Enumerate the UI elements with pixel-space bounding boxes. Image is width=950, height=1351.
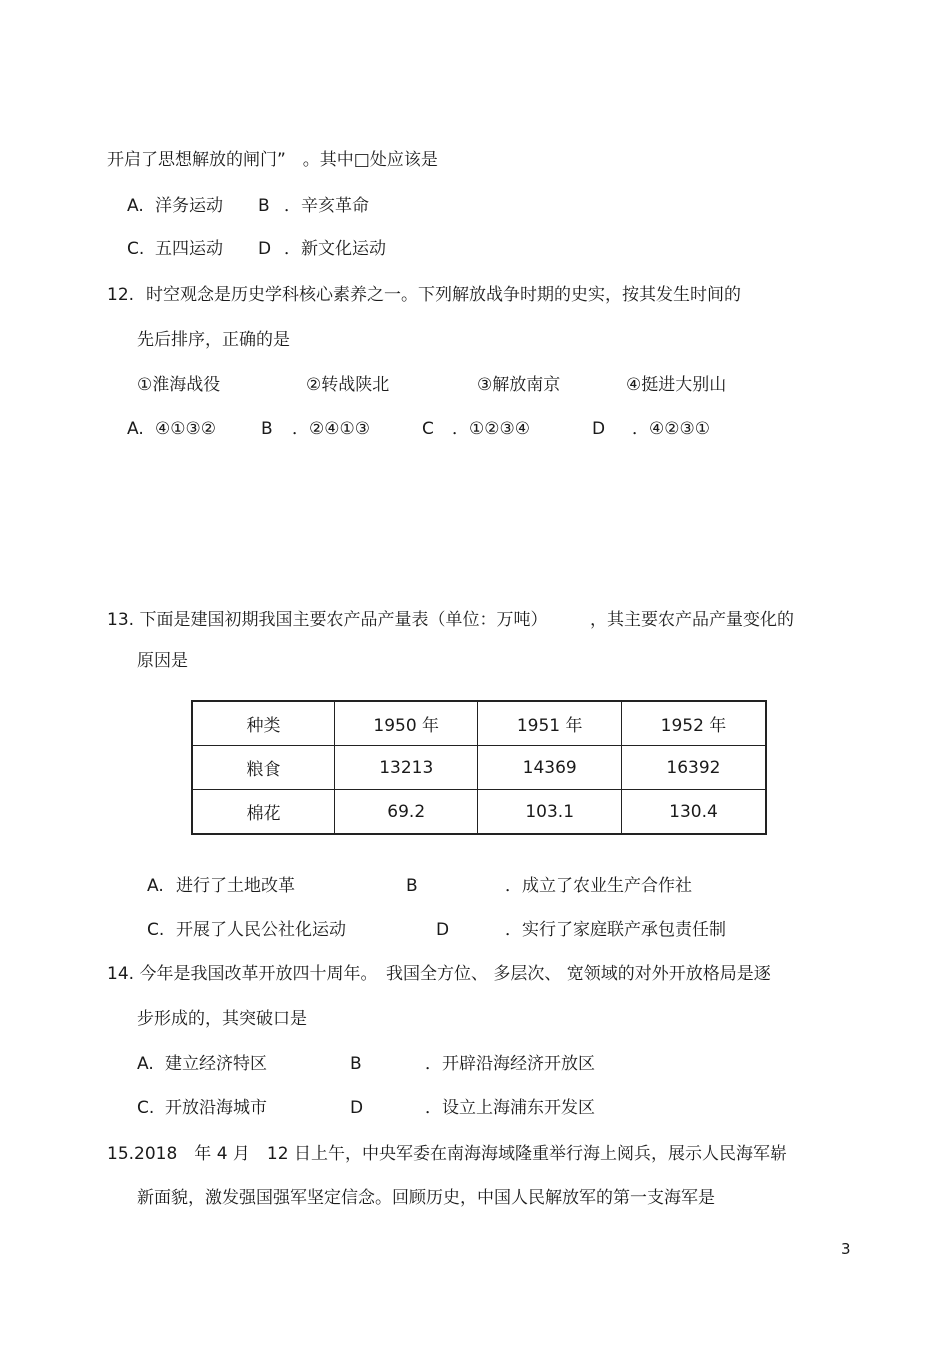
q11-option-b-text: ．辛亥革命 xyxy=(284,196,369,216)
q11-option-c-text: 五四运动 xyxy=(155,239,223,259)
q13-option-a-text: 进行了土地改革 xyxy=(176,876,295,896)
q14-stem-line1: 14. 今年是我国改革开放四十周年。 我国全方位、 多层次、 宽领域的对外开放格局是逐 xyxy=(107,964,771,984)
q13-option-a-letter: A. xyxy=(147,876,164,896)
q14-option-c-text: 开放沿海城市 xyxy=(165,1098,267,1118)
q12-option-b-letter: B xyxy=(261,419,273,439)
q13-option-d-letter: D xyxy=(436,920,450,940)
q12-option-d-letter: D xyxy=(592,419,606,439)
q13-option-c-letter: C. xyxy=(147,920,165,940)
table-cell: 13213 xyxy=(335,746,478,790)
table-header-cell: 种类 xyxy=(192,701,335,746)
q12-option-c-letter: C xyxy=(422,419,434,439)
q11-option-b-letter: B xyxy=(258,196,270,216)
q14-stem-line2: 步形成的，其突破口是 xyxy=(137,1009,307,1029)
q12-stem-line2: 先后排序，正确的是 xyxy=(137,330,290,350)
q12-event-2: ②转战陕北 xyxy=(306,375,390,395)
q13-stem-line1: 13. 下面是建国初期我国主要农产品产量表（单位：万吨） ，其主要农产品产量变化的 xyxy=(107,610,794,630)
q12-option-b-text: ．②④①③ xyxy=(292,419,370,439)
table-cell: 粮食 xyxy=(192,746,335,790)
q12-event-4: ④挺进大别山 xyxy=(626,375,727,395)
table-row xyxy=(192,746,766,790)
page-number: 3 xyxy=(841,1240,851,1258)
q11-option-c-letter: C. xyxy=(127,239,145,259)
table-cell: 103.1 xyxy=(478,790,621,835)
q14-option-d-text: ．设立上海浦东开发区 xyxy=(425,1098,595,1118)
q14-option-a-letter: A. xyxy=(137,1054,154,1074)
q13-stem-line2: 原因是 xyxy=(137,651,188,671)
table-header-cell: 1952 年 xyxy=(621,701,766,746)
table-cell: 69.2 xyxy=(335,790,478,835)
q11-continuation: 开启了思想解放的闸门” 。其中□处应该是 xyxy=(107,150,438,170)
q13-option-b-text: ．成立了农业生产合作社 xyxy=(505,876,692,896)
q12-option-a-text: ④①③② xyxy=(155,419,216,439)
q12-event-3: ③解放南京 xyxy=(477,375,561,395)
q15-stem-line2: 新面貌，激发强国强军坚定信念。回顾历史，中国人民解放军的第一支海军是 xyxy=(137,1188,715,1208)
q12-stem-line1: 时空观念是历史学科核心素养之一。下列解放战争时期的史实，按其发生时间的 xyxy=(146,285,741,305)
table-row xyxy=(192,790,766,835)
table-cell: 16392 xyxy=(621,746,766,790)
table-cell: 130.4 xyxy=(621,790,766,835)
q13-option-c-text: 开展了人民公社化运动 xyxy=(176,920,346,940)
q14-option-b-letter: B xyxy=(350,1054,362,1074)
q12-number: 12. xyxy=(107,285,135,305)
q11-option-d-letter: D xyxy=(258,239,272,259)
q14-option-d-letter: D xyxy=(350,1098,364,1118)
q12-option-d-text: ．④②③① xyxy=(632,419,710,439)
q11-option-d-text: ．新文化运动 xyxy=(284,239,386,259)
q12-event-1: ①淮海战役 xyxy=(137,375,221,395)
q14-option-b-text: ．开辟沿海经济开放区 xyxy=(425,1054,595,1074)
table-header-cell: 1951 年 xyxy=(478,701,621,746)
q11-option-a-text: 洋务运动 xyxy=(155,196,223,216)
q12-option-a-letter: A. xyxy=(127,419,144,439)
q12-option-c-text: ．①②③④ xyxy=(452,419,530,439)
q13-option-d-text: ．实行了家庭联产承包责任制 xyxy=(505,920,726,940)
table-cell: 14369 xyxy=(478,746,621,790)
q14-option-a-text: 建立经济特区 xyxy=(165,1054,267,1074)
q15-stem-line1: 15.2018 年 4 月 12 日上午，中央军委在南海海域隆重举行海上阅兵，展示人民海军崭 xyxy=(107,1144,787,1164)
q14-option-c-letter: C. xyxy=(137,1098,155,1118)
q13-option-b-letter: B xyxy=(406,876,418,896)
production-table xyxy=(191,700,767,835)
table-cell: 棉花 xyxy=(192,790,335,835)
q11-option-a-letter: A. xyxy=(127,196,144,216)
table-header-row xyxy=(192,701,766,746)
table-header-cell: 1950 年 xyxy=(335,701,478,746)
